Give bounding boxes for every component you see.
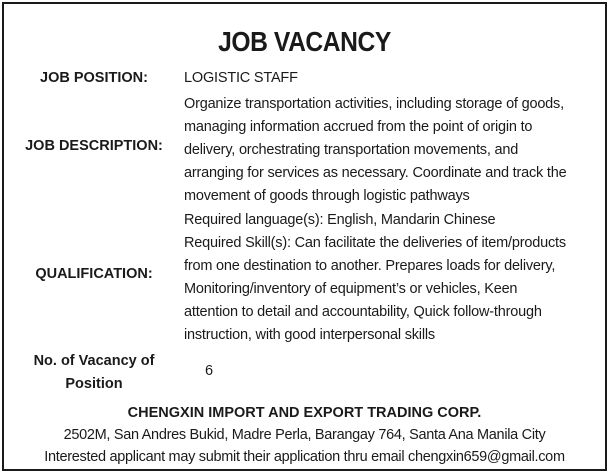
qualification-line: Monitoring/inventory of equipment’s or vehicles, Keen [184, 281, 518, 297]
job-description-text [184, 93, 595, 208]
description-line: managing information accrued from the point of origin to [184, 119, 533, 135]
qualification-line: from one destination to another. Prepares loads for delivery, [184, 258, 556, 274]
qualification-line: Required Skill(s): Can facilitate the deliveries of item/products [184, 235, 566, 251]
job-position-label: JOB POSITION: [40, 70, 148, 86]
description-line: arranging for services as necessary. Coordinate and track the [184, 165, 567, 181]
job-position-value [184, 67, 595, 90]
page-title: JOB VACANCY [218, 26, 391, 57]
employer-footer [4, 402, 605, 468]
vacancy-label-line: No. of Vacancy of [33, 353, 155, 369]
company-address: 2502M, San Andres Bukid, Madre Perla, Barangay 764, Santa Ana Manila City [63, 427, 546, 443]
qualification-line: attention to detail and accountability, Quick follow-through [184, 304, 542, 320]
description-line: Organize transportation activities, including storage of goods, [184, 96, 564, 112]
qualification-line: instruction, with good interpersonal skills [184, 327, 435, 343]
qualification-label: QUALIFICATION: [35, 266, 153, 282]
job-description-label: JOB DESCRIPTION: [25, 138, 163, 154]
vacancy-label-line: Position [65, 376, 123, 392]
description-line: movement of goods through logistic pathways [184, 188, 470, 204]
vacancy-count-label [19, 350, 169, 396]
job-position-text: LOGISTIC STAFF [184, 70, 298, 86]
description-line: delivery, orchestrating transportation movements, and [184, 142, 519, 158]
application-contact: Interested applicant may submit their application thru email chengxin659@gmail.com [44, 449, 565, 465]
qualification-text [184, 209, 595, 347]
vacancy-count-value: 6 [205, 363, 213, 379]
job-vacancy-notice [2, 2, 607, 471]
qualification-line: Required language(s): English, Mandarin Chinese [184, 212, 496, 228]
company-name: CHENGXIN IMPORT AND EXPORT TRADING CORP. [127, 405, 482, 421]
